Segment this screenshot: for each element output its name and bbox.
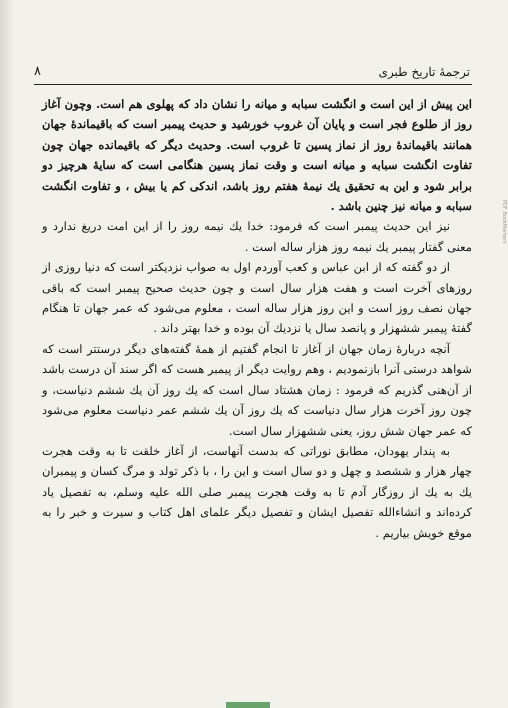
paragraph-3: از دو گفته که از ابن عباس و کعب آوردم اول به صواب نزدیکتر است که دنیا روزی از روزهای آخرت است و هفت هزار سال است و چون حدیث صحیح پیمبر است که باقی جهان نصف روز است و این روز هزار ساله است ، معلوم می‌شود که عمر جهان تا هنگام گفتهٔ پیمبر ششهزار و پانصد سال یا نزدیك آن بوده و خدا بهتر داند .	[42, 260, 472, 336]
paragraph-4: آنچه دربارهٔ زمان جهان از آغاز تا انجام گفتیم از همهٔ گفته‌های دیگر درستتر است که شواهد درستی آنرا بازنمودیم ، وهم روایت دیگر از پیمبر هست که اگر سند آن درست باشد از آن‌هنی گذریم که فرمود : زمان هشتاد سال است که یك روز آن یك ششم دنیاست، و چون روز آخرت هزار سال دنیاست که یك روز آن یك ششم عمر دنیاست معلوم می‌شود که عمر جهان شش روز، یعنی ششهزار سال است.	[42, 341, 472, 438]
margin-watermark-text: PDF BookMarkers	[501, 200, 507, 244]
footer-stamp	[226, 702, 270, 708]
margin-watermark	[500, 200, 508, 350]
running-title: ترجمهٔ تاریخ طبری	[378, 65, 470, 79]
paragraph-2: نیز این حدیث پیمبر است که فرمود: خدا یك نیمه روز را از این امت دریغ ندارد و معنی گفتار پیمبر یك نیمه روز هزار ساله است .	[42, 219, 472, 254]
binding-shadow	[0, 0, 14, 708]
paragraph-1: این پیش از این است و انگشت سبابه و میانه را نشان داد که پهلوی هم است. وچون آغاز روز از طلوع فجر است و پایان آن غروب خورشید و حدیث پیمبر است که باقیماندهٔ جهان همانند باقیماندهٔ روز از نماز پسین تا غروب است. وحدیث دیگر که باقیمانده جهان چون تفاوت انگشت سبابه و میانه است و وقت نماز پسین هنگامی است که سایهٔ هرچیز دو برابر شود و این به تحقیق یك نیمهٔ هفتم روز باشد، اندکی کم یا بیش ، و تفاوت انگشت سبابه و میانه نیز چنین باشد .	[42, 97, 472, 214]
page-number: ٨	[34, 64, 41, 79]
body-text	[42, 94, 472, 543]
running-header	[34, 62, 472, 85]
paragraph-5: به پندار یهودان، مطابق نوراتی که بدست آنهاست، از آغاز خلقت تا به وقت هجرت چهار هزار و ششصد و چهل و دو سال است و این را ، با ذکر تولد و مرگ کسان و پیمبران یك به یك از روزگار آدم تا به وقت هجرت پیمبر صلی الله علیه وسلم، به تفصیل یاد کرده‌اند و انشاءالله تفصیل ایشان و تفصیل دیگر علمای اهل کتاب و سیرت و خبر را به موقع خویش بیاریم .	[42, 443, 472, 540]
